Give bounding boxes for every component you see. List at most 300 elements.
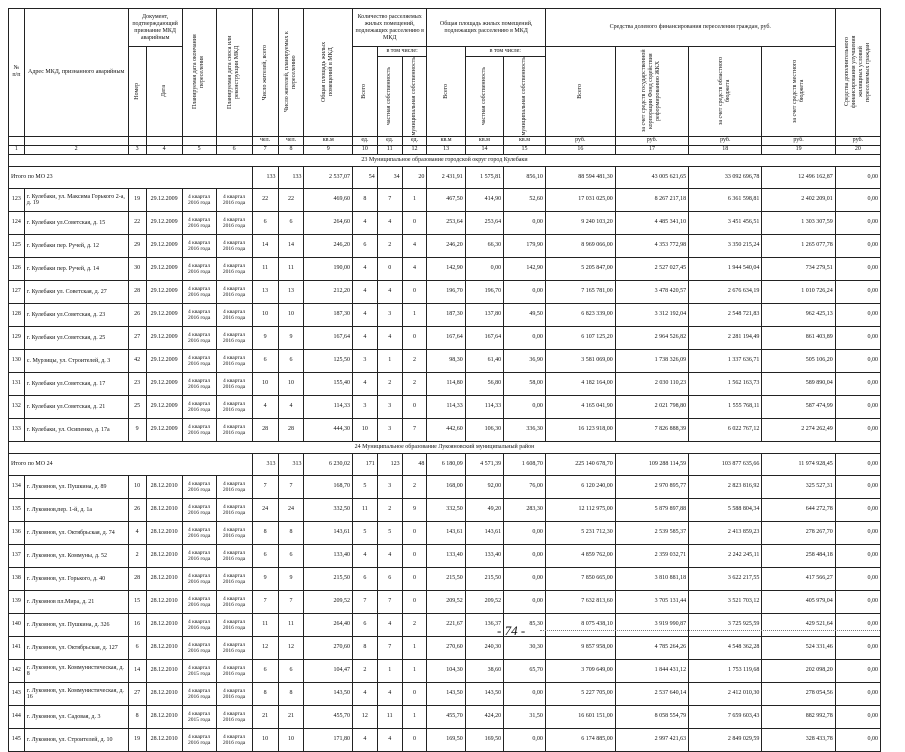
total-cell: 48 — [402, 453, 427, 475]
table-cell: 143,61 — [304, 521, 353, 544]
table-cell: 253,64 — [465, 211, 503, 234]
table-cell: г. Лукоянов, ул. Октябрьская, д. 127 — [24, 636, 128, 659]
table-header — [9, 9, 881, 137]
table-cell: 0,00 — [504, 395, 546, 418]
table-row — [9, 234, 881, 257]
table-cell: 3 709 649,00 — [545, 659, 615, 682]
table-cell: 283,30 — [504, 498, 546, 521]
scan-dotted-line — [540, 630, 880, 632]
total-cell: 123 — [377, 453, 402, 475]
unit-cell: кв.м — [427, 136, 465, 145]
table-cell: 4 квартал 2016 года — [182, 498, 216, 521]
unit-cell — [128, 136, 146, 145]
table-cell: 2 — [128, 544, 146, 567]
table-cell: 3 622 217,55 — [689, 567, 762, 590]
table-cell: 167,64 — [427, 326, 465, 349]
table-cell: 6 — [352, 234, 377, 257]
table-cell: 4 квартал 2016 года — [182, 372, 216, 395]
table-cell: г. Лукоянов, ул. Садовая, д. 3 — [24, 705, 128, 728]
table-cell: 38,60 — [465, 659, 503, 682]
table-cell: 10 — [252, 728, 278, 751]
table-cell: 9 240 103,20 — [545, 211, 615, 234]
table-cell: 28.12.2010 — [146, 659, 182, 682]
table-cell: 12 — [252, 636, 278, 659]
table-cell: 9 — [402, 498, 427, 521]
table-cell: 8 — [352, 188, 377, 211]
col-doc-date: Дата — [146, 47, 182, 137]
table-cell: 16 123 918,00 — [545, 418, 615, 441]
table-cell: 4 квартал 2016 года — [216, 211, 252, 234]
table-row — [9, 372, 881, 395]
table-cell: 4 — [128, 521, 146, 544]
table-cell: 171,80 — [304, 728, 353, 751]
table-cell: г. Кулебаки пер. Ручей, д. 12 — [24, 234, 128, 257]
table-row — [9, 590, 881, 613]
table-cell: 0 — [402, 521, 427, 544]
table-cell: 4 квартал 2016 года — [216, 395, 252, 418]
table-cell: 0,00 — [835, 498, 880, 521]
total-label: Итого по МО 23 — [9, 166, 253, 188]
table-cell: 29.12.2009 — [146, 418, 182, 441]
table-cell: 1 337 636,71 — [689, 349, 762, 372]
table-cell: 76,00 — [504, 475, 546, 498]
table-cell: 264,40 — [304, 613, 353, 636]
table-cell: 336,30 — [504, 418, 546, 441]
table-cell: 13 — [252, 280, 278, 303]
table-cell: г. Кулебаки ул.Советская, д. 17 — [24, 372, 128, 395]
table-cell: 209,52 — [465, 590, 503, 613]
table-cell: 7 — [252, 475, 278, 498]
table-cell: 4 квартал 2015 года — [182, 705, 216, 728]
table-cell: 125 — [9, 234, 25, 257]
table-cell: 4 квартал 2016 года — [216, 544, 252, 567]
col-area-municipal: муниципальная собственность — [504, 57, 546, 137]
table-cell: 14 — [278, 234, 304, 257]
col-qty-group: Количество расселяемых жилых помещений, подлежащих расселению в МКД — [352, 9, 426, 47]
table-cell: 215,50 — [465, 567, 503, 590]
table-cell: 29.12.2009 — [146, 303, 182, 326]
table-cell: 0 — [402, 567, 427, 590]
table-cell: 24 — [252, 498, 278, 521]
table-cell: 6 022 767,12 — [689, 418, 762, 441]
table-cell: 1 — [377, 659, 402, 682]
table-cell: 4 квартал 2016 года — [182, 475, 216, 498]
table-cell: 0,00 — [835, 257, 880, 280]
table-cell: 4 — [377, 728, 402, 751]
section-total-row — [9, 166, 881, 188]
table-cell: 270,60 — [304, 636, 353, 659]
table-cell: 28.12.2010 — [146, 613, 182, 636]
section-title: 24 Муниципальное образование Лукояновский муниципальный район — [9, 441, 881, 453]
table-cell: 123 — [9, 188, 25, 211]
table-cell: 0,00 — [504, 728, 546, 751]
table-cell: 4 квартал 2016 года — [182, 636, 216, 659]
table-cell: 0,00 — [504, 211, 546, 234]
table-cell: 0 — [402, 280, 427, 303]
col-fund-regional: за счет средств областного бюджета — [689, 47, 762, 137]
table-cell: 134 — [9, 475, 25, 498]
table-cell: 3 — [377, 475, 402, 498]
column-number-cell: 3 — [128, 145, 146, 154]
table-cell: 140 — [9, 613, 25, 636]
table-cell: 7 659 603,43 — [689, 705, 762, 728]
table-cell: 10 — [252, 303, 278, 326]
table-cell: 4 квартал 2016 года — [182, 326, 216, 349]
col-doc-number: Номер — [128, 47, 146, 137]
table-cell: 4 — [377, 326, 402, 349]
table-cell: 6 — [252, 544, 278, 567]
table-cell: 221,67 — [427, 613, 465, 636]
table-cell: 4 квартал 2016 года — [182, 257, 216, 280]
table-cell: 3 — [377, 418, 402, 441]
table-cell: 6 — [278, 349, 304, 372]
table-cell: 3 581 069,00 — [545, 349, 615, 372]
table-cell: 0,00 — [835, 475, 880, 498]
table-cell: 138 — [9, 567, 25, 590]
table-cell: 424,20 — [465, 705, 503, 728]
table-cell: 4 квартал 2016 года — [216, 636, 252, 659]
total-cell: 1 575,81 — [465, 166, 503, 188]
col-num: № п/п — [9, 9, 25, 137]
table-row — [9, 705, 881, 728]
table-cell: 278 267,70 — [762, 521, 835, 544]
unit-cell — [9, 136, 25, 145]
table-cell: 0,00 — [835, 590, 880, 613]
table-cell: 28.12.2010 — [146, 544, 182, 567]
table-cell: 6 — [278, 544, 304, 567]
table-cell: 2 — [352, 659, 377, 682]
table-cell: 1 — [402, 659, 427, 682]
table-cell: 2 970 895,77 — [615, 475, 688, 498]
table-cell: 130 — [9, 349, 25, 372]
table-row — [9, 544, 881, 567]
table-cell: 145 — [9, 728, 25, 751]
table-cell: 4 квартал 2016 года — [182, 590, 216, 613]
table-cell: г. Лукоянов, ул. Горького, д. 40 — [24, 567, 128, 590]
table-cell: 142,90 — [504, 257, 546, 280]
table-cell: 7 — [377, 590, 402, 613]
table-cell: 1 — [402, 188, 427, 211]
table-cell: 7 — [402, 418, 427, 441]
table-cell: 0,00 — [835, 303, 880, 326]
unit-cell — [216, 136, 252, 145]
table-cell: 270,60 — [427, 636, 465, 659]
table-cell: 882 992,78 — [762, 705, 835, 728]
table-cell: 85,30 — [504, 613, 546, 636]
col-fund-local: за счет средств местного бюджета — [762, 47, 835, 137]
table-cell: 4 548 362,28 — [689, 636, 762, 659]
table-cell: 29.12.2009 — [146, 280, 182, 303]
table-cell: 4 485 341,10 — [615, 211, 688, 234]
table-cell: 644 272,78 — [762, 498, 835, 521]
table-cell: 0 — [402, 326, 427, 349]
table-cell: 10 — [252, 372, 278, 395]
table-cell: 21 — [278, 705, 304, 728]
table-cell: 4 859 762,00 — [545, 544, 615, 567]
table-cell: 253,64 — [427, 211, 465, 234]
table-row — [9, 395, 881, 418]
table-cell: г. Лукоянов пл.Мира, д. 21 — [24, 590, 128, 613]
table-cell: 0,00 — [465, 257, 503, 280]
table-cell: 22 — [128, 211, 146, 234]
table-cell: 3 705 131,44 — [615, 590, 688, 613]
table-row — [9, 613, 881, 636]
column-number-cell: 20 — [835, 145, 880, 154]
table-cell: 132 — [9, 395, 25, 418]
table-row — [9, 257, 881, 280]
table-cell: 246,20 — [427, 234, 465, 257]
table-cell: 0,00 — [504, 567, 546, 590]
table-cell: 2 539 585,37 — [615, 521, 688, 544]
total-cell: 171 — [352, 453, 377, 475]
table-cell: г. Кулебаки пер. Ручей, д. 14 — [24, 257, 128, 280]
column-number-cell: 1 — [9, 145, 25, 154]
table-cell: 9 857 958,00 — [545, 636, 615, 659]
unit-cell: ед. — [377, 136, 402, 145]
table-cell: 167,64 — [465, 326, 503, 349]
table-cell: 61,40 — [465, 349, 503, 372]
table-cell: 23 — [128, 372, 146, 395]
table-cell: 98,30 — [427, 349, 465, 372]
table-cell: г. Лукоянов,пер. 1-й, д. 1а — [24, 498, 128, 521]
table-cell: 4 квартал 2016 года — [216, 521, 252, 544]
table-cell: 104,30 — [427, 659, 465, 682]
table-cell: 209,52 — [304, 590, 353, 613]
unit-cell: кв.м — [465, 136, 503, 145]
table-cell: 28.12.2010 — [146, 705, 182, 728]
table-cell: 7 850 665,00 — [545, 567, 615, 590]
table-cell: 4 — [352, 326, 377, 349]
table-cell: 8 969 066,00 — [545, 234, 615, 257]
section-title: 23 Муниципальное образование городской округ город Кулебаки — [9, 154, 881, 166]
table-cell: 4 квартал 2016 года — [182, 188, 216, 211]
col-address: Адрес МКД, признанного аварийным — [24, 9, 128, 137]
table-row — [9, 728, 881, 751]
table-cell: 0,00 — [504, 590, 546, 613]
table-cell: 142 — [9, 659, 25, 682]
table-cell: 28.12.2010 — [146, 728, 182, 751]
table-cell: 29.12.2009 — [146, 188, 182, 211]
table-cell: 1 — [402, 705, 427, 728]
table-cell: 9 — [278, 326, 304, 349]
table-cell: 16 — [128, 613, 146, 636]
table-cell: г. Кулебаки ул.Советская, д. 15 — [24, 211, 128, 234]
table-cell: 10 — [128, 475, 146, 498]
total-cell: 0,00 — [835, 166, 880, 188]
table-cell: г. Лукоянов, ул. Октябрьская, д. 74 — [24, 521, 128, 544]
table-cell: 7 165 781,00 — [545, 280, 615, 303]
table-cell: 0,00 — [504, 280, 546, 303]
table-cell: 0,00 — [835, 705, 880, 728]
table-cell: 0,00 — [835, 659, 880, 682]
table-cell: 2 021 798,80 — [615, 395, 688, 418]
table-cell: 22 — [252, 188, 278, 211]
table-cell: 4 — [377, 280, 402, 303]
column-numbers-row — [9, 145, 881, 154]
table-cell: 2 274 262,49 — [762, 418, 835, 441]
table-cell: 0,00 — [835, 211, 880, 234]
table-cell: 4 353 772,98 — [615, 234, 688, 257]
table-cell: 12 — [278, 636, 304, 659]
table-cell: г. Кулебаки, ул. Максима Горького 2-а, д. 19 — [24, 188, 128, 211]
col-qty-municipal: муниципальная собственность — [402, 57, 427, 137]
table-cell: 4 — [352, 211, 377, 234]
table-cell: 2 — [402, 613, 427, 636]
table-cell: 0,00 — [835, 613, 880, 636]
column-number-cell: 5 — [182, 145, 216, 154]
table-cell: 168,00 — [427, 475, 465, 498]
table-cell: 417 566,27 — [762, 567, 835, 590]
table-cell: 179,90 — [504, 234, 546, 257]
total-cell: 2 431,91 — [427, 166, 465, 188]
table-cell: 0,00 — [835, 188, 880, 211]
column-number-cell: 19 — [762, 145, 835, 154]
table-cell: 6 — [252, 659, 278, 682]
table-cell: 4 — [352, 280, 377, 303]
table-cell: 4 квартал 2016 года — [216, 234, 252, 257]
table-cell: 10 — [352, 418, 377, 441]
table-cell: 405 979,04 — [762, 590, 835, 613]
col-total-area: Общая площадь жилых помещений в МКД — [304, 9, 353, 137]
table-cell: 1 555 768,11 — [689, 395, 762, 418]
column-number-cell: 13 — [427, 145, 465, 154]
total-cell: 133 — [278, 166, 304, 188]
table-cell: 58,00 — [504, 372, 546, 395]
table-cell: 187,30 — [304, 303, 353, 326]
table-cell: 8 075 438,10 — [545, 613, 615, 636]
table-cell: 0,00 — [835, 234, 880, 257]
table-cell: 2 242 245,11 — [689, 544, 762, 567]
table-cell: 5 231 712,30 — [545, 521, 615, 544]
table-cell: 3 521 703,12 — [689, 590, 762, 613]
total-cell: 6 230,02 — [304, 453, 353, 475]
section-title-row — [9, 154, 881, 166]
table-cell: 4 квартал 2016 года — [182, 395, 216, 418]
unit-cell: руб. — [545, 136, 615, 145]
table-cell: 4 — [402, 234, 427, 257]
table-cell: 92,00 — [465, 475, 503, 498]
table-cell: 2 359 032,71 — [615, 544, 688, 567]
table-row — [9, 211, 881, 234]
table-cell: 6 — [278, 659, 304, 682]
table-cell: 1 944 540,04 — [689, 257, 762, 280]
table-cell: 2 527 027,45 — [615, 257, 688, 280]
table-cell: 4 квартал 2016 года — [216, 280, 252, 303]
table-cell: 7 — [352, 590, 377, 613]
unit-cell: руб. — [689, 136, 762, 145]
table-cell: 4 квартал 2016 года — [182, 544, 216, 567]
table-cell: 114,33 — [304, 395, 353, 418]
table-cell: 4 квартал 2016 года — [182, 418, 216, 441]
table-cell: г. Лукоянов, ул. Пушкина, д. 89 — [24, 475, 128, 498]
table-cell: 4 квартал 2016 года — [216, 590, 252, 613]
column-number-cell: 11 — [377, 145, 402, 154]
table-cell: 3 — [352, 395, 377, 418]
total-cell: 43 005 621,65 — [615, 166, 688, 188]
table-cell: 455,70 — [304, 705, 353, 728]
table-cell: 29.12.2009 — [146, 234, 182, 257]
table-cell: 2 676 634,19 — [689, 280, 762, 303]
col-residents-total: Число жителей, всего — [252, 9, 278, 137]
table-cell: 4 квартал 2016 года — [216, 567, 252, 590]
table-cell: 278 054,56 — [762, 682, 835, 705]
unit-cell: руб. — [762, 136, 835, 145]
table-cell: 1 265 077,78 — [762, 234, 835, 257]
table-cell: 11 — [278, 613, 304, 636]
table-cell: 4 — [352, 303, 377, 326]
table-cell: 4 — [377, 544, 402, 567]
unit-cell — [182, 136, 216, 145]
unit-cell: руб. — [615, 136, 688, 145]
table-body — [9, 136, 881, 751]
col-planned-demolish: Планируемая дата сноса или реконструкции МКД — [216, 9, 252, 137]
table-cell: 12 112 975,00 — [545, 498, 615, 521]
table-row — [9, 659, 881, 682]
table-cell: 505 106,20 — [762, 349, 835, 372]
table-cell: 962 425,13 — [762, 303, 835, 326]
table-cell: 133,40 — [304, 544, 353, 567]
table-cell: г. Лукоянов, ул. Коммунистическая, д. 16 — [24, 682, 128, 705]
table-cell: 190,00 — [304, 257, 353, 280]
total-cell: 33 092 696,78 — [689, 166, 762, 188]
table-cell: 30 — [128, 257, 146, 280]
table-cell: 7 826 888,39 — [615, 418, 688, 441]
table-cell: 9 — [252, 326, 278, 349]
table-cell: 3 — [352, 349, 377, 372]
table-cell: 2 964 526,82 — [615, 326, 688, 349]
table-cell: 0 — [402, 544, 427, 567]
table-cell: 3 810 881,18 — [615, 567, 688, 590]
table-cell: 28.12.2010 — [146, 498, 182, 521]
table-cell: 0,00 — [504, 682, 546, 705]
table-cell: г. Кулебаки, ул. Осипенко, д. 17а — [24, 418, 128, 441]
table-cell: 2 281 194,49 — [689, 326, 762, 349]
table-cell: 8 058 554,79 — [615, 705, 688, 728]
column-number-cell: 4 — [146, 145, 182, 154]
table-cell: 3 — [377, 395, 402, 418]
table-cell: 1 844 431,12 — [615, 659, 688, 682]
table-cell: 444,30 — [304, 418, 353, 441]
table-cell: 3 312 192,04 — [615, 303, 688, 326]
table-cell: 124 — [9, 211, 25, 234]
table-cell: 4 квартал 2016 года — [216, 188, 252, 211]
table-cell: 128 — [9, 303, 25, 326]
table-cell: 1 738 326,09 — [615, 349, 688, 372]
table-cell: 1 562 163,73 — [689, 372, 762, 395]
table-cell: 0,00 — [835, 682, 880, 705]
table-cell: 455,70 — [427, 705, 465, 728]
table-cell: 264,60 — [304, 211, 353, 234]
table-cell: 7 — [278, 590, 304, 613]
total-cell: 856,10 — [504, 166, 546, 188]
total-cell: 12 496 162,87 — [762, 166, 835, 188]
table-cell: 4 — [252, 395, 278, 418]
table-cell: 6 — [278, 211, 304, 234]
table-cell: 22 — [278, 188, 304, 211]
table-cell: 4 — [352, 682, 377, 705]
table-cell: 6 — [377, 567, 402, 590]
column-number-cell: 12 — [402, 145, 427, 154]
table-cell: 0,00 — [835, 418, 880, 441]
table-cell: 168,70 — [304, 475, 353, 498]
table-cell: 6 — [352, 567, 377, 590]
table-cell: 4 182 164,00 — [545, 372, 615, 395]
table-cell: 8 — [352, 636, 377, 659]
table-cell: 10 — [278, 728, 304, 751]
table-cell: 0 — [402, 395, 427, 418]
table-cell: 2 537 640,14 — [615, 682, 688, 705]
table-cell: 861 403,89 — [762, 326, 835, 349]
